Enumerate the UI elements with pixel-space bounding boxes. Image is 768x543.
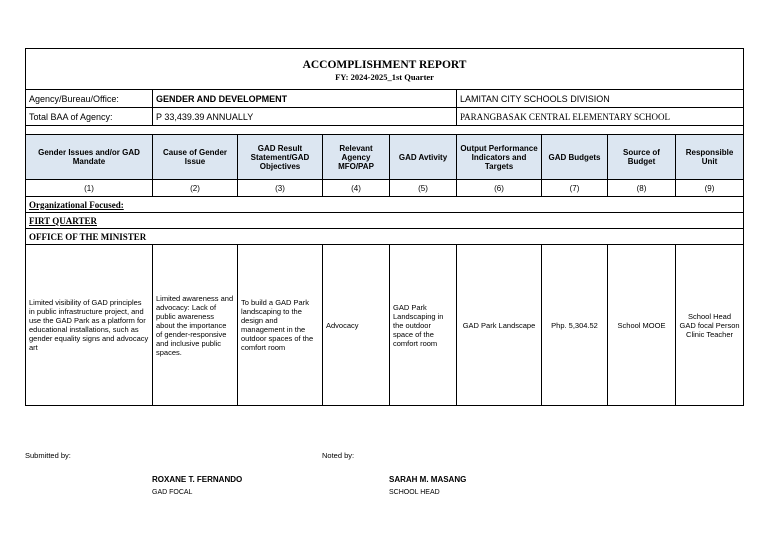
office-row xyxy=(26,229,744,245)
column-number-row xyxy=(26,180,744,197)
col-header-cause: Cause of Gender Issue xyxy=(153,135,238,180)
column-header-row xyxy=(26,135,744,180)
table-row xyxy=(26,245,744,406)
col-number: (5) xyxy=(390,180,457,197)
submitted-by-label: Submitted by: xyxy=(25,451,71,460)
col-number: (3) xyxy=(238,180,323,197)
quarter-row xyxy=(26,213,744,229)
agency-label: Agency/Bureau/Office: xyxy=(26,90,153,108)
col-header-gender-issue: Gender Issues and/or GAD Mandate xyxy=(26,135,153,180)
cell-budget: Php. 5,304.52 xyxy=(542,245,608,406)
quarter-label: FIRT QUARTER xyxy=(26,213,744,229)
col-number: (6) xyxy=(457,180,542,197)
accomplishment-report-sheet xyxy=(25,48,743,406)
org-focused-label: Organizational Focused: xyxy=(26,197,744,213)
col-header-source: Source of Budget xyxy=(608,135,676,180)
office-label: OFFICE OF THE MINISTER xyxy=(26,229,744,245)
col-header-objective: GAD Result Statement/GAD Objectives xyxy=(238,135,323,180)
report-title: ACCOMPLISHMENT REPORT xyxy=(302,59,467,71)
col-number: (9) xyxy=(676,180,744,197)
submitted-role: GAD FOCAL xyxy=(152,489,193,496)
report-subtitle: FY: 2024-2025_1st Quarter xyxy=(335,72,434,82)
col-header-output: Output Performance Indicators and Targets xyxy=(457,135,542,180)
title-row xyxy=(26,49,744,90)
school-name: PARANGBASAK CENTRAL ELEMENTARY SCHOOL xyxy=(457,108,744,126)
col-number: (2) xyxy=(153,180,238,197)
submitted-name: ROXANE T. FERNANDO xyxy=(152,475,243,484)
cell-responsible: School Head GAD focal Person Clinic Teacher xyxy=(676,245,744,406)
cell-mfo: Advocacy xyxy=(323,245,390,406)
cell-objective: To build a GAD Park landscaping to the design and management in the outdoor spaces of the comfort room xyxy=(238,245,323,406)
baa-row xyxy=(26,108,744,126)
cell-source: School MOOE xyxy=(608,245,676,406)
col-header-budget: GAD Budgets xyxy=(542,135,608,180)
agency-value: GENDER AND DEVELOPMENT xyxy=(153,90,457,108)
spacer-row xyxy=(26,126,744,135)
baa-label: Total BAA of Agency: xyxy=(26,108,153,126)
noted-by-label: Noted by: xyxy=(322,451,355,460)
col-header-responsible: Responsible Unit xyxy=(676,135,744,180)
col-number: (1) xyxy=(26,180,153,197)
division-name: LAMITAN CITY SCHOOLS DIVISION xyxy=(457,90,744,108)
agency-row xyxy=(26,90,744,108)
cell-gender-issue: Limited visibility of GAD principles in public infrastructure project, and use the GAD Park as a platform for educational installations, such as gender equality signs and advocacy art xyxy=(26,245,153,406)
col-number: (4) xyxy=(323,180,390,197)
noted-name: SARAH M. MASANG xyxy=(389,475,467,484)
col-header-mfo: Relevant Agency MFO/PAP xyxy=(323,135,390,180)
col-number: (7) xyxy=(542,180,608,197)
baa-value: P 33,439.39 ANNUALLY xyxy=(153,108,457,126)
cell-activity: GAD Park Landscaping in the outdoor space of the comfort room xyxy=(390,245,457,406)
cell-cause: Limited awareness and advocacy: Lack of public awareness about the importance of gender-responsive and inclusive public spaces. xyxy=(153,245,238,406)
org-focused-row xyxy=(26,197,744,213)
title-cell xyxy=(26,49,744,90)
cell-output: GAD Park Landscape xyxy=(457,245,542,406)
col-header-activity: GAD Avtivity xyxy=(390,135,457,180)
noted-role: SCHOOL HEAD xyxy=(389,489,440,496)
col-number: (8) xyxy=(608,180,676,197)
report-table xyxy=(25,48,744,406)
